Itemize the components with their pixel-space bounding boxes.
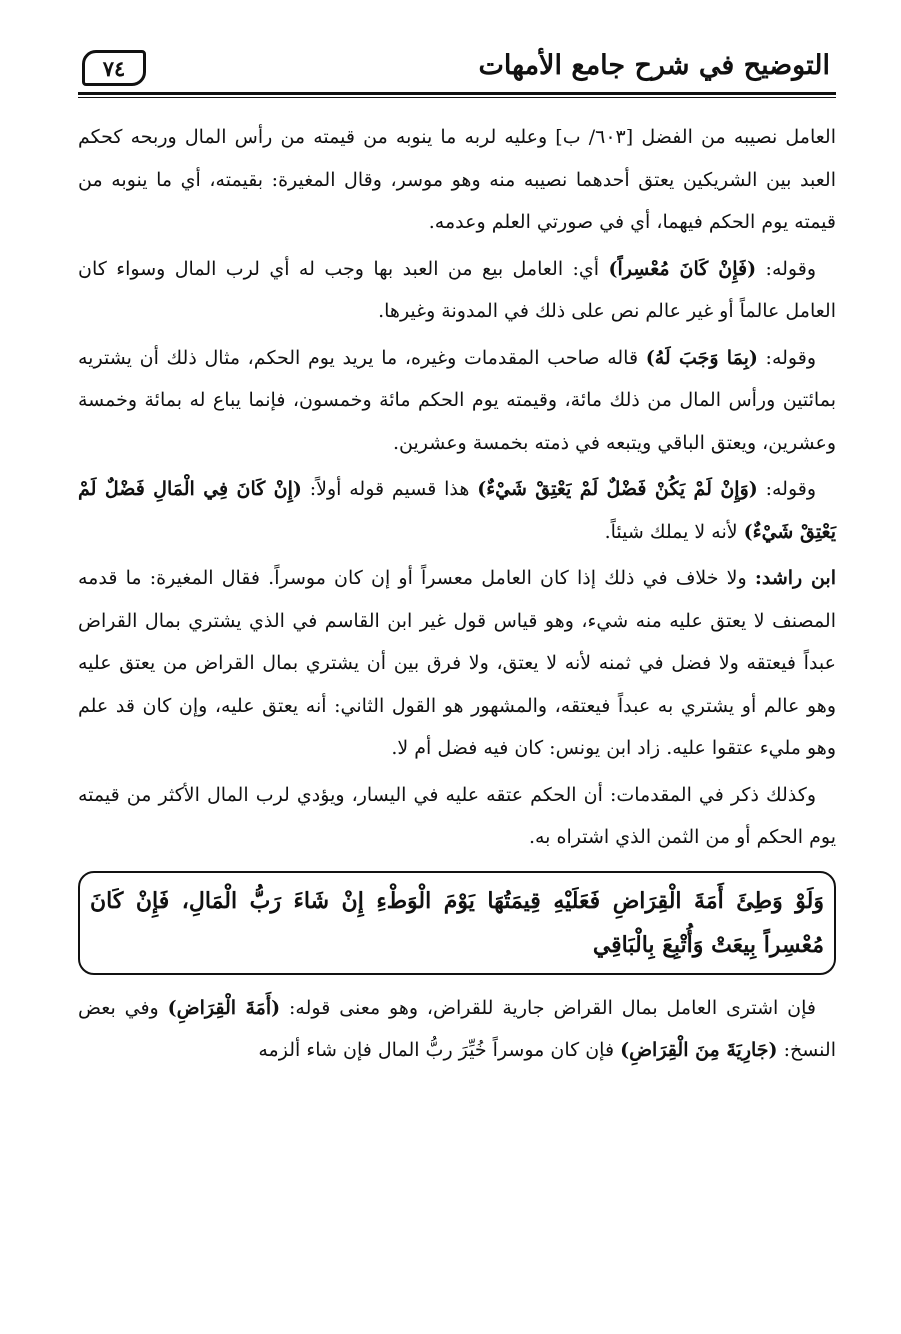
paragraph-7 [78, 987, 836, 1072]
commentary: لأنه لا يملك شيئاً. [604, 520, 744, 543]
header-rule [78, 92, 836, 95]
commentary: ولا خلاف في ذلك إذا كان العامل معسراً أو إن كان موسراً. فقال المغيرة: ما قدمه المصنف لا يعتق عليه منه شيء، وهو قياس قول غير ابن القاسم في الذي يشتري بمال القراض عبداً فيعتقه ولا فضل في ثمنه لأنه لا يعتق، ولا فرق بين أن يشتري بمال القراض من يعتق عليه وهو عالم أو يشتري به عبداً فيعتقه، والمشهور هو القول الثاني: أنه يعتق عليه، وإن كان قد علم وهو مليء عتقوا عليه. زاد ابن يونس: كان فيه فضل أم لا. [78, 567, 836, 759]
lead: وقوله: [756, 257, 816, 280]
paragraph-4 [78, 468, 836, 553]
matn-quote: (جَارِيَةَ مِنَ الْقِرَاضِ) [620, 1039, 778, 1061]
lead: وقوله: [757, 478, 817, 500]
lead: فإن اشترى العامل بمال القراض جارية للقراض، وهو معنى قوله: [280, 996, 816, 1019]
paragraph-1: العامل نصيبه من الفضل [٦٠٣/ ب] وعليه لربه ما ينوبه من قيمته من رأس المال وربحه كحكم العبد بين الشريكين يعتق أحدهما نصيبه منه وهو موسر، وقال المغيرة: بقيمته، أي ما ينوبه من قيمته يوم الحكم فيهما، أي في صورتي العلم وعدمه. [78, 126, 836, 233]
speaker-name: ابن راشد: [754, 567, 836, 589]
running-title: التوضيح في شرح جامع الأمهات [478, 50, 830, 81]
matn-quote: (بِمَا وَجَبَ لَهُ) [645, 346, 758, 369]
lead: وقوله: [757, 346, 816, 369]
commentary: هذا قسيم قوله أولاً: [301, 478, 478, 500]
paragraph-2 [78, 248, 836, 333]
commentary: قاله صاحب المقدمات وغيره، ما يريد يوم الحكم، مثال ذلك أن يشتريه بمائتين ورأس المال من ذلك مائة، وقيمته يوم الحكم مائة وخمسون، فإنما يباع له بمائة وخمسة وعشرين، ويعتق الباقي ويتبعه في ذمته بخمسة وعشرين. [78, 346, 836, 454]
matn-box: وَلَوْ وَطِئَ أَمَةَ الْقِرَاضِ فَعَلَيْهِ قِيمَتُهَا يَوْمَ الْوَطْءِ إِنْ شَاءَ رَبُّ الْمَالِ، فَإِنْ كَانَ مُعْسِراً بِيعَتْ وَأُتْبِعَ بِالْبَاقِي [78, 871, 836, 975]
matn-quote: (إِنْ كَانَ فِي الْمَالِ فَضْلٌ لَمْ يَعْتِقْ شَيْءٌ) [78, 478, 836, 543]
matn-quote: (فَإِنْ كَانَ مُعْسِراً) [608, 257, 757, 280]
matn-quote: (أَمَةَ الْقِرَاضِ) [167, 996, 281, 1019]
paragraph-3 [78, 337, 836, 465]
header-rule-thin [78, 97, 836, 98]
page-body [78, 116, 836, 1076]
paragraph-6: وكذلك ذكر في المقدمات: أن الحكم عتقه عليه في اليسار، ويؤدي لرب المال الأكثر من قيمته يوم الحكم أو من الثمن الذي اشتراه به. [78, 783, 836, 848]
commentary: وفي بعض النسخ: [78, 996, 836, 1061]
page-number: ٧٤ [82, 50, 146, 86]
commentary: أي: العامل بيع من العبد بها وجب له أي لرب المال وسواء كان العامل عالماً أو غير عالم نص على ذلك في المدونة وغيرها. [78, 257, 836, 322]
paragraph-5 [78, 557, 836, 770]
commentary: فإن كان موسراً خُيِّرَ ربُّ المال فإن شاء ألزمه [258, 1039, 621, 1061]
matn-quote: (وَإِنْ لَمْ يَكُنْ فَضْلٌ لَمْ يَعْتِقْ شَيْءٌ) [477, 478, 758, 500]
page-header [78, 46, 836, 94]
